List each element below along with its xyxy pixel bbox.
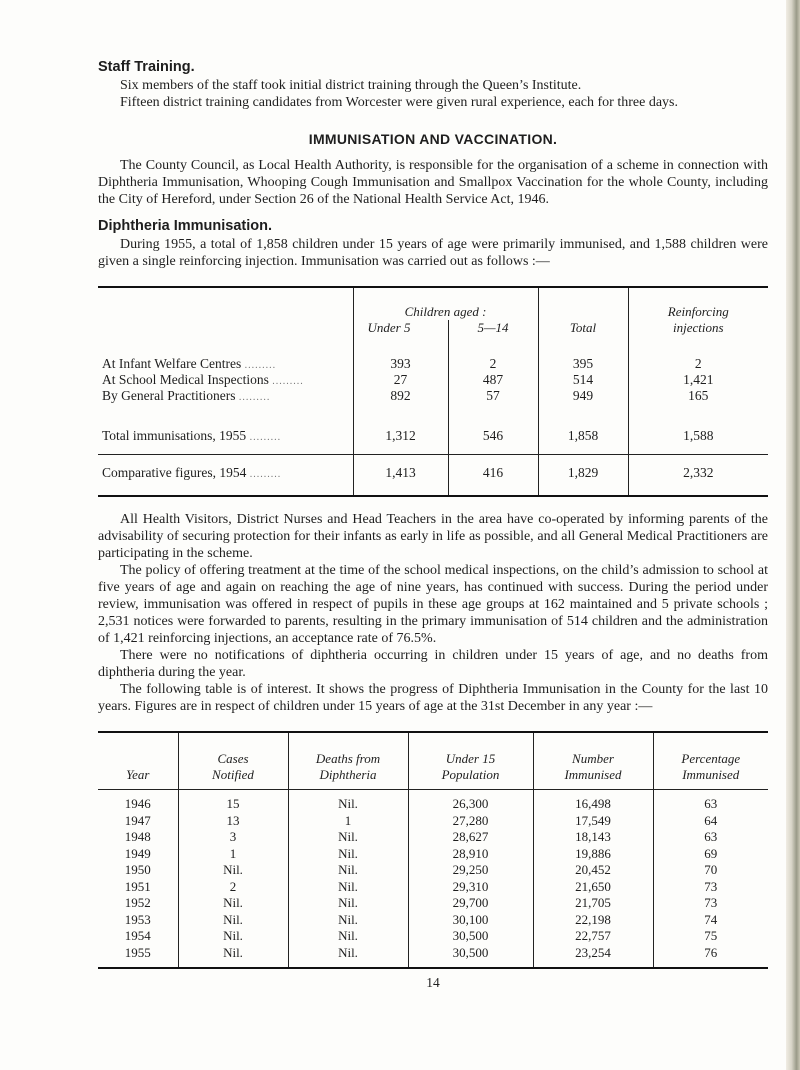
- percentage-header: Percentage Immunised: [653, 732, 768, 790]
- deaths-cell: Nil.: [288, 928, 408, 945]
- body-para-4: The following table is of interest. It shows the progress of Diphtheria Immunisation in the County for the last 10 years. Figures are in respect of children under 15 years of age at the 31st December in any year :—: [98, 682, 768, 714]
- cases-cell: 3: [178, 829, 288, 846]
- row-total: 395: [538, 348, 628, 372]
- number-immunised-header: Number Immunised: [533, 732, 653, 790]
- immunised-cell: 18,143: [533, 829, 653, 846]
- immunised-cell: 22,198: [533, 912, 653, 929]
- row-reinforcing: 2: [628, 348, 768, 372]
- under5-header: Under 5: [353, 320, 448, 348]
- population-cell: 30,500: [408, 928, 533, 945]
- table-row: [98, 945, 768, 969]
- total-row-total: 1,858: [538, 414, 628, 455]
- row-under5: 393: [353, 348, 448, 372]
- immunisation-table-row: At School Medical Inspections ......... 27 487 514 1,421: [98, 372, 768, 388]
- percentage-cell: 76: [653, 945, 768, 969]
- population-cell: 26,300: [408, 790, 533, 813]
- immunised-cell: 20,452: [533, 862, 653, 879]
- year-cell: 1955: [124, 944, 151, 960]
- row-age5-14: 2: [448, 348, 538, 372]
- comparative-row-age5-14: 416: [448, 455, 538, 497]
- staff-training-para-2: Fifteen district training candidates from Worcester were given rural experience, each for three days.: [120, 95, 678, 110]
- table-row: [98, 829, 768, 846]
- deaths-cell: Nil.: [288, 862, 408, 879]
- population-cell: 30,500: [408, 945, 533, 969]
- comparative-row-reinforcing: 2,332: [628, 455, 768, 497]
- deaths-cell: Nil.: [288, 846, 408, 863]
- year-cell: 1946: [124, 796, 151, 811]
- deaths-cell: Nil.: [288, 879, 408, 896]
- row-total: 949: [538, 388, 628, 414]
- row-total: 514: [538, 372, 628, 388]
- deaths-cell: Nil.: [288, 790, 408, 813]
- age5-14-header: 5—14: [448, 320, 538, 348]
- cases-cell: Nil.: [178, 895, 288, 912]
- body-para-2: The policy of offering treatment at the time of the school medical inspections, on the child’s admission to school at five years of age and again on reaching the age of nine years, has continued with success. During the period under review, immunisation was offered in respect of pupils in these age groups at 162 maintained and 5 private schools ; 2,531 notices were forwarded to parents, resulting in the primary immunisation of 514 children and the administration of 1,421 reinforcing injections, an acceptance rate of 76.5%.: [98, 563, 768, 646]
- immunised-cell: 23,254: [533, 945, 653, 969]
- row-age5-14: 487: [448, 372, 538, 388]
- total-row-age5-14: 546: [448, 414, 538, 455]
- immunisation-table-row: At Infant Welfare Centres ......... 393 2 395 2: [98, 348, 768, 372]
- diphtheria-heading: Diphtheria Immunisation.: [98, 218, 273, 234]
- year-cell: 1947: [124, 812, 151, 828]
- deaths-cell: 1: [288, 813, 408, 830]
- row-age5-14: 57: [448, 388, 538, 414]
- page-number: 14: [426, 975, 440, 990]
- cases-cell: 2: [178, 879, 288, 896]
- table-row: [98, 862, 768, 879]
- cases-cell: 15: [178, 790, 288, 813]
- year-cell: 1949: [124, 845, 151, 861]
- population-cell: 29,700: [408, 895, 533, 912]
- year-cell: 1954: [124, 928, 151, 943]
- cases-cell: 1: [178, 846, 288, 863]
- cases-cell: 13: [178, 813, 288, 830]
- cases-cell: Nil.: [178, 862, 288, 879]
- row-reinforcing: 165: [628, 388, 768, 414]
- row-reinforcing: 1,421: [628, 372, 768, 388]
- immunisation-heading: IMMUNISATION AND VACCINATION.: [308, 131, 558, 147]
- immunisation-para: The County Council, as Local Health Authority, is responsible for the organisation of a scheme in connection with Diphtheria Immunisation, Whooping Cough Immunisation and Smallpox Vaccination for the whole County, including the City of Hereford, under Section 26 of the National Health Service Act, 1946.: [98, 158, 768, 207]
- comparative-row-label: Comparative figures, 1954: [102, 465, 247, 480]
- row-under5: 27: [353, 372, 448, 388]
- population-cell: 28,910: [408, 846, 533, 863]
- immunisation-table: Children aged : Reinforcing Under 5 5—14 Total injections At Infant Welfare Centres ......... 393 2 395 2 At School Medical Inspections ......... 27 487 514 1,421 By General Practitioners ......... 892 57 949 165 Total immunisations, 1955 ......... 1,312 546 1,858 1,588 Comparative figures, 1954 ......... 1,413 416 1,829 2,332: [98, 286, 768, 497]
- table-row: [98, 928, 768, 945]
- row-under5: 892: [353, 388, 448, 414]
- deaths-cell: Nil.: [288, 912, 408, 929]
- immunised-cell: 22,757: [533, 928, 653, 945]
- deaths-cell: Nil.: [288, 895, 408, 912]
- children-aged-header: Children aged :: [353, 287, 538, 320]
- year-cell: 1953: [124, 911, 151, 927]
- percentage-cell: 73: [653, 895, 768, 912]
- total-row-reinforcing: 1,588: [628, 414, 768, 455]
- reinforcing-header-1: Reinforcing: [628, 287, 768, 320]
- immunised-cell: 17,549: [533, 813, 653, 830]
- population-cell: 28,627: [408, 829, 533, 846]
- percentage-cell: 70: [653, 862, 768, 879]
- body-para-3: There were no notifications of diphtheria occurring in children under 15 years of age, and no deaths from diphtheria during the year.: [98, 648, 768, 680]
- percentage-cell: 64: [653, 813, 768, 830]
- table-row: [98, 813, 768, 830]
- total-row-label: Total immunisations, 1955: [102, 428, 247, 443]
- percentage-cell: 63: [653, 790, 768, 813]
- page-binding-edge: [786, 0, 800, 1070]
- immunisation-table-row: By General Practitioners ......... 892 57 949 165: [98, 388, 768, 414]
- row-label: At School Medical Inspections: [102, 372, 269, 387]
- immunised-cell: 19,886: [533, 846, 653, 863]
- table-row: [98, 879, 768, 896]
- table-row: [98, 912, 768, 929]
- percentage-cell: 69: [653, 846, 768, 863]
- cases-cell: Nil.: [178, 912, 288, 929]
- percentage-cell: 75: [653, 928, 768, 945]
- staff-training-para-1: Six members of the staff took initial district training through the Queen’s Institute.: [120, 78, 582, 93]
- total-row-under5: 1,312: [353, 414, 448, 455]
- cases-header: Cases Notified: [178, 732, 288, 790]
- population-header: Under 15 Population: [408, 732, 533, 790]
- table-row: [98, 790, 768, 813]
- deaths-cell: Nil.: [288, 829, 408, 846]
- percentage-cell: 74: [653, 912, 768, 929]
- deaths-header: Deaths from Diphtheria: [288, 732, 408, 790]
- table-row: [98, 846, 768, 863]
- year-cell: 1951: [124, 878, 151, 894]
- immunised-cell: 21,650: [533, 879, 653, 896]
- table-row: [98, 895, 768, 912]
- comparative-row-under5: 1,413: [353, 455, 448, 497]
- cases-cell: Nil.: [178, 928, 288, 945]
- row-label: By General Practitioners: [102, 388, 236, 403]
- comparative-row-total: 1,829: [538, 455, 628, 497]
- population-cell: 29,250: [408, 862, 533, 879]
- population-cell: 30,100: [408, 912, 533, 929]
- immunised-cell: 21,705: [533, 895, 653, 912]
- immunised-cell: 16,498: [533, 790, 653, 813]
- progress-table: [98, 731, 768, 969]
- population-cell: 27,280: [408, 813, 533, 830]
- reinforcing-header-2: injections: [628, 320, 768, 348]
- diphtheria-para: During 1955, a total of 1,858 children under 15 years of age were primarily immunised, and 1,588 children were given a single reinforcing injection. Immunisation was carried out as follows :—: [98, 237, 768, 269]
- percentage-cell: 63: [653, 829, 768, 846]
- total-header: Total: [538, 320, 628, 348]
- year-cell: 1950: [124, 862, 151, 877]
- percentage-cell: 73: [653, 879, 768, 896]
- staff-training-heading: Staff Training.: [98, 59, 195, 75]
- document-page: [98, 58, 768, 991]
- year-cell: 1948: [124, 829, 151, 844]
- body-para-1: All Health Visitors, District Nurses and Head Teachers in the area have co-operated by informing parents of the advisability of securing protection for their infants as early in life as possible, and all General Medical Practitioners are participating in the scheme.: [98, 512, 768, 561]
- year-header: Year: [98, 732, 178, 790]
- population-cell: 29,310: [408, 879, 533, 896]
- row-label: At Infant Welfare Centres: [102, 356, 242, 371]
- cases-cell: Nil.: [178, 945, 288, 969]
- deaths-cell: Nil.: [288, 945, 408, 969]
- year-cell: 1952: [124, 895, 151, 910]
